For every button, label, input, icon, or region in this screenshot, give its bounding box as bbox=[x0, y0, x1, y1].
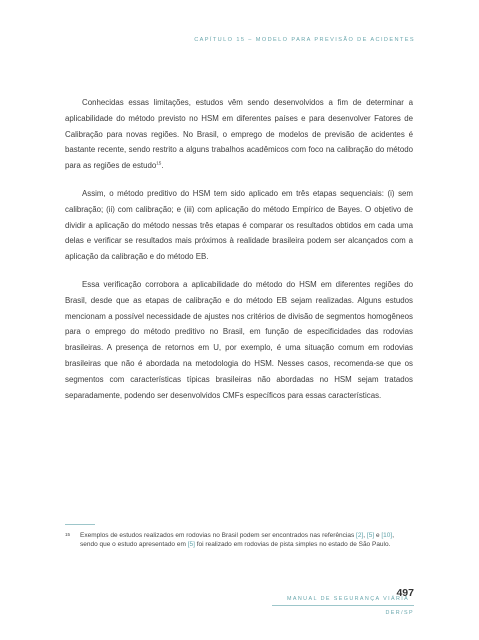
paragraph-1-end: . bbox=[161, 161, 164, 171]
body-text bbox=[65, 95, 413, 415]
footnote-number: 15 bbox=[65, 532, 71, 537]
paragraph-2: Assim, o método preditivo do HSM tem sido aplicado em três etapas sequenciais: (i) sem calibração; (ii) com calibração; e (iii) com aplicação do método Empírico de Bayes. O objetivo de dividir a aplicação do método nessas três etapas é comparar os resultados obtidos em cada uma delas e verificar se resultados mais próximos à realidade brasileira podem ser alcançados com a aplicação da calibração e do método EB. bbox=[65, 188, 413, 262]
reference-link-2[interactable]: [2] bbox=[356, 532, 364, 539]
footnote-text-2: , bbox=[363, 532, 367, 539]
paragraph-3: Essa verificação corrobora a aplicabilidade do método do HSM em diferentes regiões do Brasil, desde que as etapas de calibração e do método EB sejam realizadas. Alguns estudos mencionam a possível necessidade de ajustes nos critérios de divisão de segmentos homogêneos para o emprego do método preditivo no Brasil, em função de especificidades das rodovias brasileiras. A presença de retornos em U, por exemplo, é uma situação comum em rodovias brasileiras que não é abordada na metodologia do HSM. Nesses casos, recomenda-se que os segmentos com características típicas brasileiras não abordadas no HSM sejam tratados separadamente, podendo ser desenvolvidos CMFs específicos para essas características. bbox=[65, 279, 413, 400]
footnote-text-1: Exemplos de estudos realizados em rodovias no Brasil podem ser encontrados nas referências bbox=[80, 532, 357, 539]
page-number: 497 bbox=[396, 587, 414, 599]
footer-divider bbox=[272, 605, 414, 606]
reference-link-10[interactable]: [10] bbox=[381, 532, 393, 539]
footnote-text-5: foi realizado em rodovias de pista simples no estado de São Paulo. bbox=[194, 541, 391, 549]
footer-organization: DER/SP bbox=[385, 610, 414, 616]
footnote-text bbox=[80, 531, 413, 549]
footnote-divider bbox=[65, 524, 95, 525]
footnote-text-4: , sendo que o estudo apresentado em bbox=[80, 532, 395, 549]
footnote-text-3: e bbox=[374, 532, 382, 539]
paragraph-1 bbox=[65, 95, 413, 174]
reference-link-5[interactable]: [5] bbox=[366, 532, 375, 539]
footnote bbox=[65, 531, 413, 549]
paragraph-1-text: Conhecidas essas limitações, estudos vêm sendo desenvolvidos a fim de determinar a aplicabilidade do método previsto no HSM em diferentes países e para desenvolver Fatores de Calibração para novas regiões. No Brasil, o emprego de modelos de previsão de acidentes é bastante recente, sendo restrito a alguns trabalhos acadêmicos com foco na calibração do método para as regiões de estudo bbox=[65, 98, 413, 171]
running-header: CAPÍTULO 15 – MODELO PARA PREVISÃO DE ACIDENTES bbox=[194, 37, 415, 43]
footnote-marker[interactable]: 15 bbox=[156, 160, 162, 166]
reference-link-5-again[interactable]: [5] bbox=[187, 541, 195, 549]
footer-manual-title: MANUAL DE SEGURANÇA VIÁRIA bbox=[287, 596, 410, 602]
